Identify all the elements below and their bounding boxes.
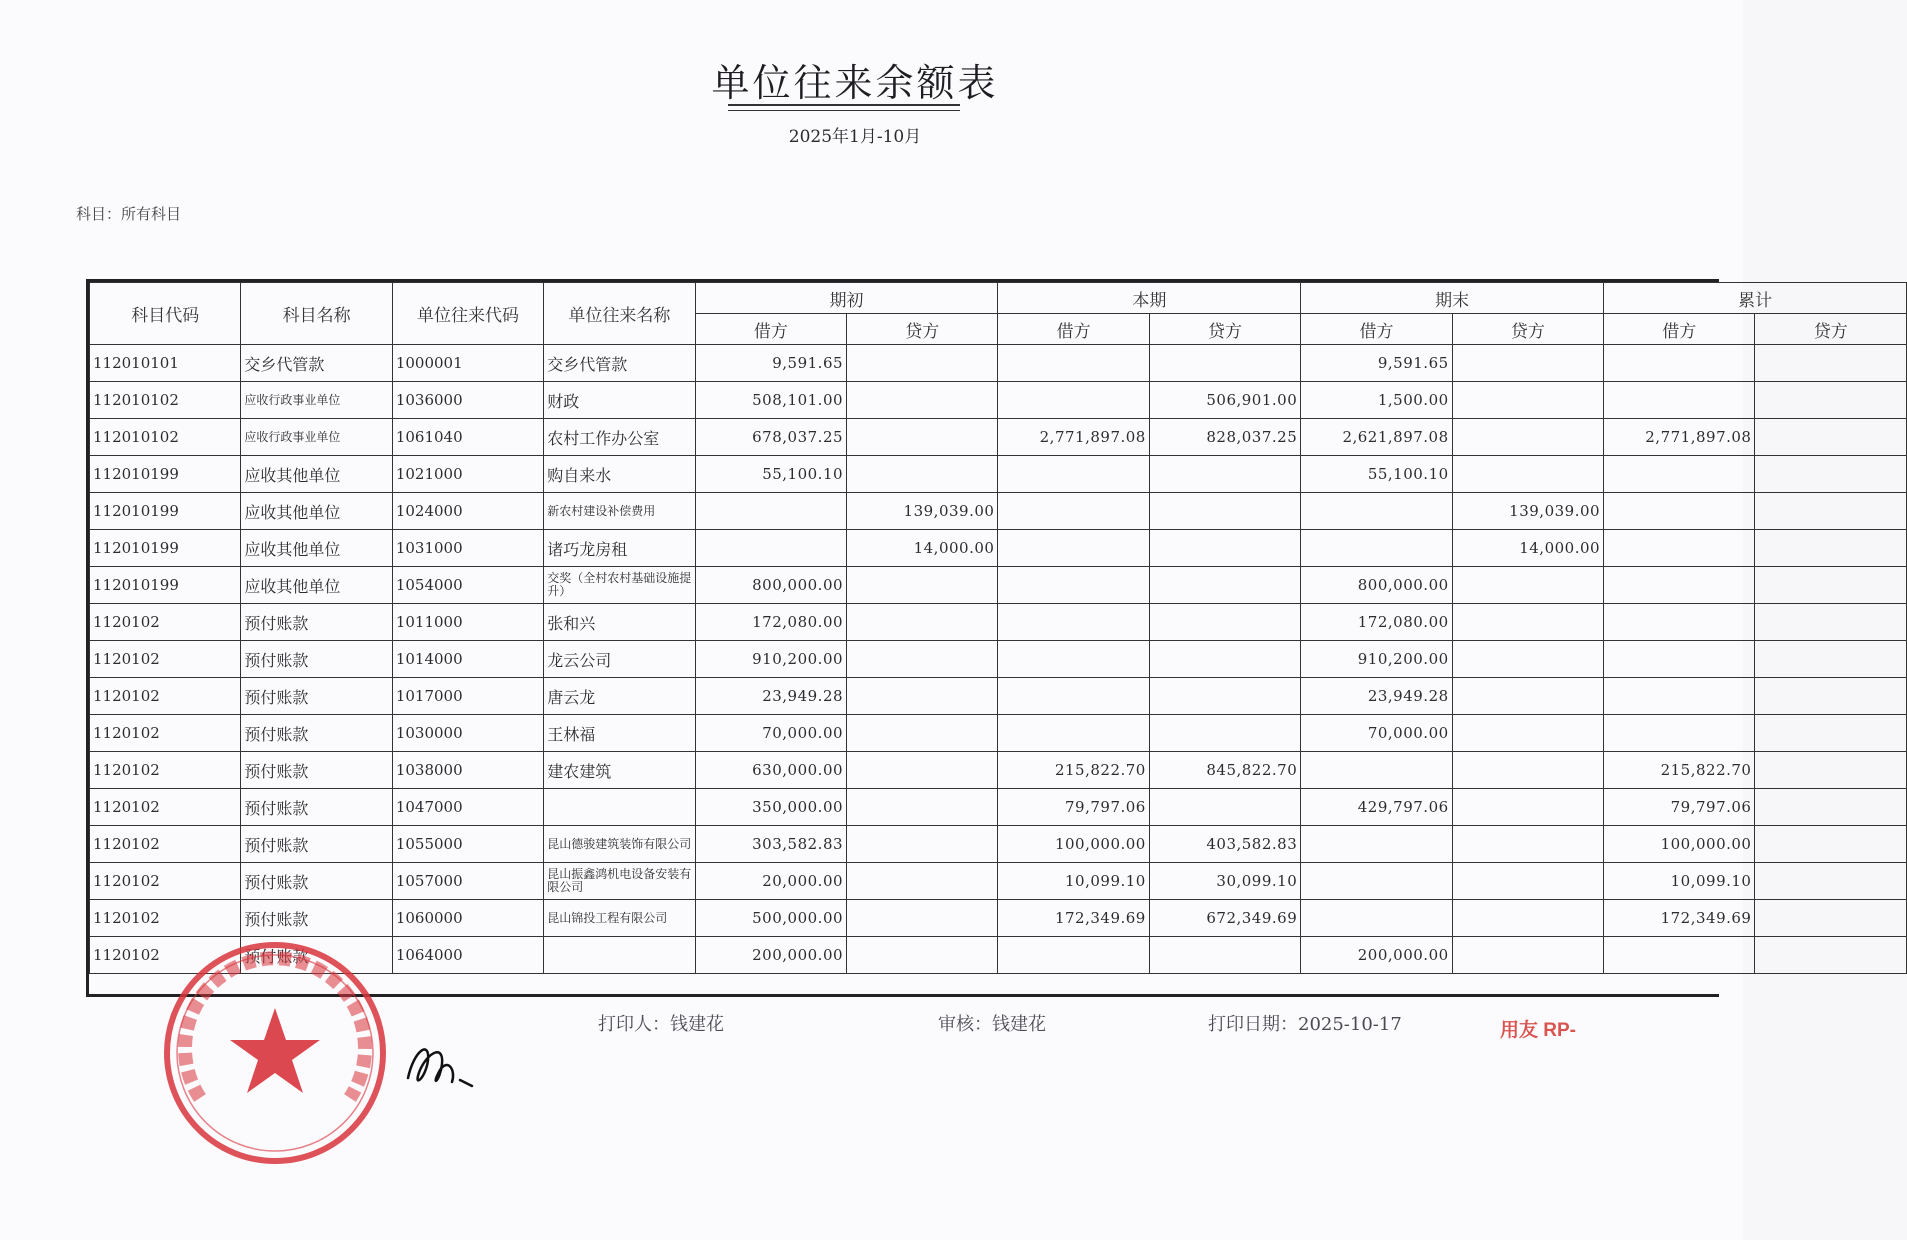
cell-cumulative-credit [1755,456,1907,493]
cell-unit-name [544,789,695,826]
cell-opening-credit [847,715,998,752]
cell-cumulative-credit [1755,752,1907,789]
cell-closing-credit [1452,863,1603,900]
header-opening: 期初 [695,283,998,314]
cell-closing-credit [1452,937,1603,974]
cell-unit-name [544,937,695,974]
cell-unit-name: 昆山振鑫鸿机电设备安装有限公司 [544,863,695,900]
cell-cumulative-credit [1755,900,1907,937]
report-title: 单位往来余额表 [711,61,999,105]
cell-unit-code: 1047000 [392,789,543,826]
cell-cumulative-debit: 2,771,897.08 [1604,419,1755,456]
cell-current-debit [998,678,1149,715]
cell-unit-name: 诸巧龙房租 [544,530,695,567]
cell-subject-name: 应收其他单位 [241,530,392,567]
cell-cumulative-debit [1604,530,1755,567]
cell-closing-credit [1452,900,1603,937]
cell-current-debit: 100,000.00 [998,826,1149,863]
cell-subject-code: 1120102 [90,937,241,974]
cell-subject-code: 1120102 [90,678,241,715]
cell-closing-debit: 70,000.00 [1301,715,1452,752]
cell-unit-name: 龙云公司 [544,641,695,678]
cell-current-credit: 403,582.83 [1149,826,1300,863]
cell-opening-debit [695,530,846,567]
table-row [90,604,1907,641]
official-seal-stamp [160,938,390,1168]
cell-cumulative-credit [1755,789,1907,826]
cell-subject-name: 预付账款 [241,826,392,863]
cell-current-credit [1149,567,1300,604]
cell-cumulative-debit [1604,604,1755,641]
cell-current-debit: 10,099.10 [998,863,1149,900]
cell-cumulative-credit [1755,678,1907,715]
cell-current-debit: 79,797.06 [998,789,1149,826]
cell-closing-credit [1452,567,1603,604]
cell-opening-debit: 9,591.65 [695,345,846,382]
cell-opening-debit: 630,000.00 [695,752,846,789]
cell-unit-code: 1061040 [392,419,543,456]
header-unit-name: 单位往来名称 [544,283,695,345]
header-code: 科目代码 [90,283,241,345]
cell-unit-code: 1024000 [392,493,543,530]
table-body [90,345,1907,974]
cell-cumulative-credit [1755,567,1907,604]
cell-subject-name: 应收行政事业单位 [241,419,392,456]
cell-current-debit [998,382,1149,419]
cell-unit-name: 财政 [544,382,695,419]
cell-opening-credit [847,937,998,974]
cell-closing-debit [1301,863,1452,900]
cell-closing-debit [1301,826,1452,863]
cell-current-credit [1149,604,1300,641]
table-row [90,493,1907,530]
cell-current-credit: 30,099.10 [1149,863,1300,900]
cell-unit-code: 1000001 [392,345,543,382]
cell-current-credit [1149,493,1300,530]
table-row [90,715,1907,752]
cell-closing-debit [1301,900,1452,937]
cell-current-credit [1149,678,1300,715]
cell-unit-code: 1060000 [392,900,543,937]
cell-closing-debit [1301,493,1452,530]
header-current: 本期 [998,283,1301,314]
cell-closing-debit: 910,200.00 [1301,641,1452,678]
cell-cumulative-debit: 100,000.00 [1604,826,1755,863]
cell-opening-debit [695,493,846,530]
cell-cumulative-credit [1755,419,1907,456]
handwritten-signature [400,1030,490,1100]
cell-unit-code: 1036000 [392,382,543,419]
cell-closing-credit [1452,382,1603,419]
cell-subject-code: 1120102 [90,900,241,937]
title-underline [728,104,960,106]
cell-subject-name: 应收其他单位 [241,567,392,604]
cell-closing-debit: 9,591.65 [1301,345,1452,382]
cell-subject-code: 112010102 [90,382,241,419]
header-credit: 贷方 [1149,314,1300,345]
subject-filter: 科目：所有科目 [76,205,182,223]
table-row [90,456,1907,493]
header-debit: 借方 [1301,314,1452,345]
cell-cumulative-credit [1755,493,1907,530]
cell-current-credit [1149,715,1300,752]
cell-opening-debit: 200,000.00 [695,937,846,974]
cell-cumulative-debit: 10,099.10 [1604,863,1755,900]
cell-unit-name: 农村工作办公室 [544,419,695,456]
header-debit: 借方 [695,314,846,345]
footer-printer: 打印人：钱建花 [598,1014,724,1035]
cell-unit-name: 建农建筑 [544,752,695,789]
cell-cumulative-credit [1755,530,1907,567]
cell-cumulative-credit [1755,937,1907,974]
cell-current-credit [1149,789,1300,826]
cell-cumulative-debit: 172,349.69 [1604,900,1755,937]
cell-closing-credit [1452,456,1603,493]
cell-unit-code: 1021000 [392,456,543,493]
cell-opening-debit: 70,000.00 [695,715,846,752]
table-row [90,678,1907,715]
cell-opening-credit [847,567,998,604]
cell-subject-code: 112010199 [90,530,241,567]
table-row [90,567,1907,604]
cell-current-credit: 828,037.25 [1149,419,1300,456]
cell-opening-credit: 14,000.00 [847,530,998,567]
cell-cumulative-debit [1604,345,1755,382]
cell-opening-debit: 20,000.00 [695,863,846,900]
cell-current-debit: 215,822.70 [998,752,1149,789]
cell-closing-debit [1301,752,1452,789]
cell-current-credit [1149,937,1300,974]
cell-closing-debit: 200,000.00 [1301,937,1452,974]
cell-current-debit [998,345,1149,382]
cell-current-debit [998,493,1149,530]
table-row [90,345,1907,382]
cell-subject-code: 112010199 [90,567,241,604]
cell-subject-name: 预付账款 [241,604,392,641]
cell-current-debit [998,604,1149,641]
cell-subject-code: 112010101 [90,345,241,382]
cell-closing-debit: 23,949.28 [1301,678,1452,715]
cell-current-debit: 172,349.69 [998,900,1149,937]
footer-reviewer: 审核：钱建花 [938,1014,1046,1035]
table-row [90,900,1907,937]
cell-subject-name: 预付账款 [241,789,392,826]
cell-current-debit [998,567,1149,604]
cell-current-credit [1149,641,1300,678]
cell-unit-code: 1030000 [392,715,543,752]
cell-opening-credit [847,419,998,456]
cell-cumulative-credit [1755,382,1907,419]
cell-opening-debit: 172,080.00 [695,604,846,641]
header-credit: 贷方 [847,314,998,345]
cell-unit-name: 王林福 [544,715,695,752]
cell-cumulative-credit [1755,641,1907,678]
cell-closing-credit [1452,789,1603,826]
cell-opening-debit: 910,200.00 [695,641,846,678]
cell-current-credit [1149,345,1300,382]
cell-subject-code: 1120102 [90,715,241,752]
report-period: 2025年1月-10月 [788,127,922,147]
cell-cumulative-debit [1604,678,1755,715]
cell-subject-code: 1120102 [90,789,241,826]
cell-closing-credit [1452,419,1603,456]
cell-opening-debit: 800,000.00 [695,567,846,604]
cell-subject-name: 预付账款 [241,752,392,789]
header-debit: 借方 [998,314,1149,345]
cell-current-credit: 672,349.69 [1149,900,1300,937]
cell-opening-credit [847,345,998,382]
cell-opening-credit [847,789,998,826]
table-row [90,419,1907,456]
cell-unit-code: 1055000 [392,826,543,863]
cell-closing-debit: 55,100.10 [1301,456,1452,493]
cell-current-credit: 845,822.70 [1149,752,1300,789]
cell-opening-debit: 55,100.10 [695,456,846,493]
cell-cumulative-debit [1604,641,1755,678]
cell-current-credit [1149,530,1300,567]
header-closing: 期末 [1301,283,1604,314]
cell-cumulative-credit [1755,826,1907,863]
cell-subject-name: 预付账款 [241,715,392,752]
table-row [90,382,1907,419]
cell-opening-credit [847,752,998,789]
cell-subject-code: 1120102 [90,604,241,641]
cell-subject-name: 应收其他单位 [241,456,392,493]
cell-subject-name: 应收其他单位 [241,493,392,530]
cell-unit-code: 1014000 [392,641,543,678]
cell-closing-credit [1452,715,1603,752]
cell-current-debit [998,937,1149,974]
cell-current-debit [998,530,1149,567]
cell-closing-credit [1452,345,1603,382]
header-credit: 贷方 [1755,314,1907,345]
header-cumulative: 累计 [1604,283,1907,314]
cell-subject-code: 1120102 [90,641,241,678]
cell-subject-name: 交乡代管款 [241,345,392,382]
cell-closing-debit [1301,530,1452,567]
cell-closing-debit: 2,621,897.08 [1301,419,1452,456]
cell-subject-name: 预付账款 [241,937,392,974]
cell-unit-name: 购自来水 [544,456,695,493]
cell-closing-credit [1452,678,1603,715]
cell-unit-name: 新农村建设补偿费用 [544,493,695,530]
table-row [90,789,1907,826]
cell-unit-code: 1017000 [392,678,543,715]
cell-cumulative-credit [1755,604,1907,641]
cell-unit-code: 1064000 [392,937,543,974]
cell-subject-name: 预付账款 [241,900,392,937]
cell-subject-code: 1120102 [90,752,241,789]
cell-opening-credit [847,641,998,678]
cell-subject-code: 1120102 [90,863,241,900]
cell-unit-code: 1054000 [392,567,543,604]
cell-current-credit [1149,456,1300,493]
cell-opening-credit: 139,039.00 [847,493,998,530]
cell-cumulative-debit [1604,382,1755,419]
cell-cumulative-debit [1604,456,1755,493]
cell-cumulative-debit [1604,715,1755,752]
cell-subject-name: 预付账款 [241,678,392,715]
cell-unit-code: 1031000 [392,530,543,567]
cell-cumulative-debit: 79,797.06 [1604,789,1755,826]
cell-closing-credit [1452,752,1603,789]
cell-unit-code: 1057000 [392,863,543,900]
cell-unit-name: 张和兴 [544,604,695,641]
cell-closing-credit [1452,604,1603,641]
cell-opening-debit: 23,949.28 [695,678,846,715]
cell-current-debit [998,715,1149,752]
cell-current-debit: 2,771,897.08 [998,419,1149,456]
table-row [90,752,1907,789]
cell-cumulative-debit [1604,493,1755,530]
cell-opening-credit [847,382,998,419]
cell-opening-debit: 350,000.00 [695,789,846,826]
header-debit: 借方 [1604,314,1755,345]
software-brand-logo: 用友 RP- [1500,1020,1577,1041]
cell-closing-debit: 800,000.00 [1301,567,1452,604]
cell-subject-code: 1120102 [90,826,241,863]
cell-closing-credit: 139,039.00 [1452,493,1603,530]
balance-table [89,282,1907,974]
cell-subject-name: 预付账款 [241,641,392,678]
cell-cumulative-debit: 215,822.70 [1604,752,1755,789]
cell-cumulative-credit [1755,863,1907,900]
table-row [90,641,1907,678]
footer-print-date: 打印日期：2025-10-17 [1208,1014,1402,1035]
cell-subject-code: 112010199 [90,493,241,530]
header-name: 科目名称 [241,283,392,345]
cell-unit-code: 1011000 [392,604,543,641]
cell-subject-name: 应收行政事业单位 [241,382,392,419]
header-unit-code: 单位往来代码 [392,283,543,345]
cell-closing-credit [1452,641,1603,678]
cell-unit-code: 1038000 [392,752,543,789]
table-row [90,530,1907,567]
cell-subject-name: 预付账款 [241,863,392,900]
cell-opening-debit: 303,582.83 [695,826,846,863]
cell-subject-code: 112010102 [90,419,241,456]
cell-current-credit: 506,901.00 [1149,382,1300,419]
cell-closing-debit: 1,500.00 [1301,382,1452,419]
cell-cumulative-debit [1604,567,1755,604]
cell-opening-debit: 500,000.00 [695,900,846,937]
table-row [90,826,1907,863]
cell-opening-debit: 678,037.25 [695,419,846,456]
cell-opening-credit [847,863,998,900]
cell-current-debit [998,641,1149,678]
cell-opening-credit [847,900,998,937]
cell-subject-code: 112010199 [90,456,241,493]
header-credit: 贷方 [1452,314,1603,345]
cell-opening-credit [847,826,998,863]
cell-opening-credit [847,456,998,493]
table-row [90,863,1907,900]
cell-opening-credit [847,678,998,715]
cell-unit-name: 交乡代管款 [544,345,695,382]
cell-cumulative-credit [1755,715,1907,752]
balance-table-frame [86,279,1848,997]
cell-opening-credit [847,604,998,641]
cell-cumulative-debit [1604,937,1755,974]
cell-closing-credit [1452,826,1603,863]
cell-closing-debit: 429,797.06 [1301,789,1452,826]
cell-current-debit [998,456,1149,493]
cell-unit-name: 昆山锦投工程有限公司 [544,900,695,937]
cell-closing-debit: 172,080.00 [1301,604,1452,641]
cell-opening-debit: 508,101.00 [695,382,846,419]
cell-unit-name: 唐云龙 [544,678,695,715]
cell-cumulative-credit [1755,345,1907,382]
cell-closing-credit: 14,000.00 [1452,530,1603,567]
cell-unit-name: 交奖（全村农村基础设施提升） [544,567,695,604]
cell-unit-name: 昆山德骏建筑装饰有限公司 [544,826,695,863]
title-underline-thin [728,110,960,111]
